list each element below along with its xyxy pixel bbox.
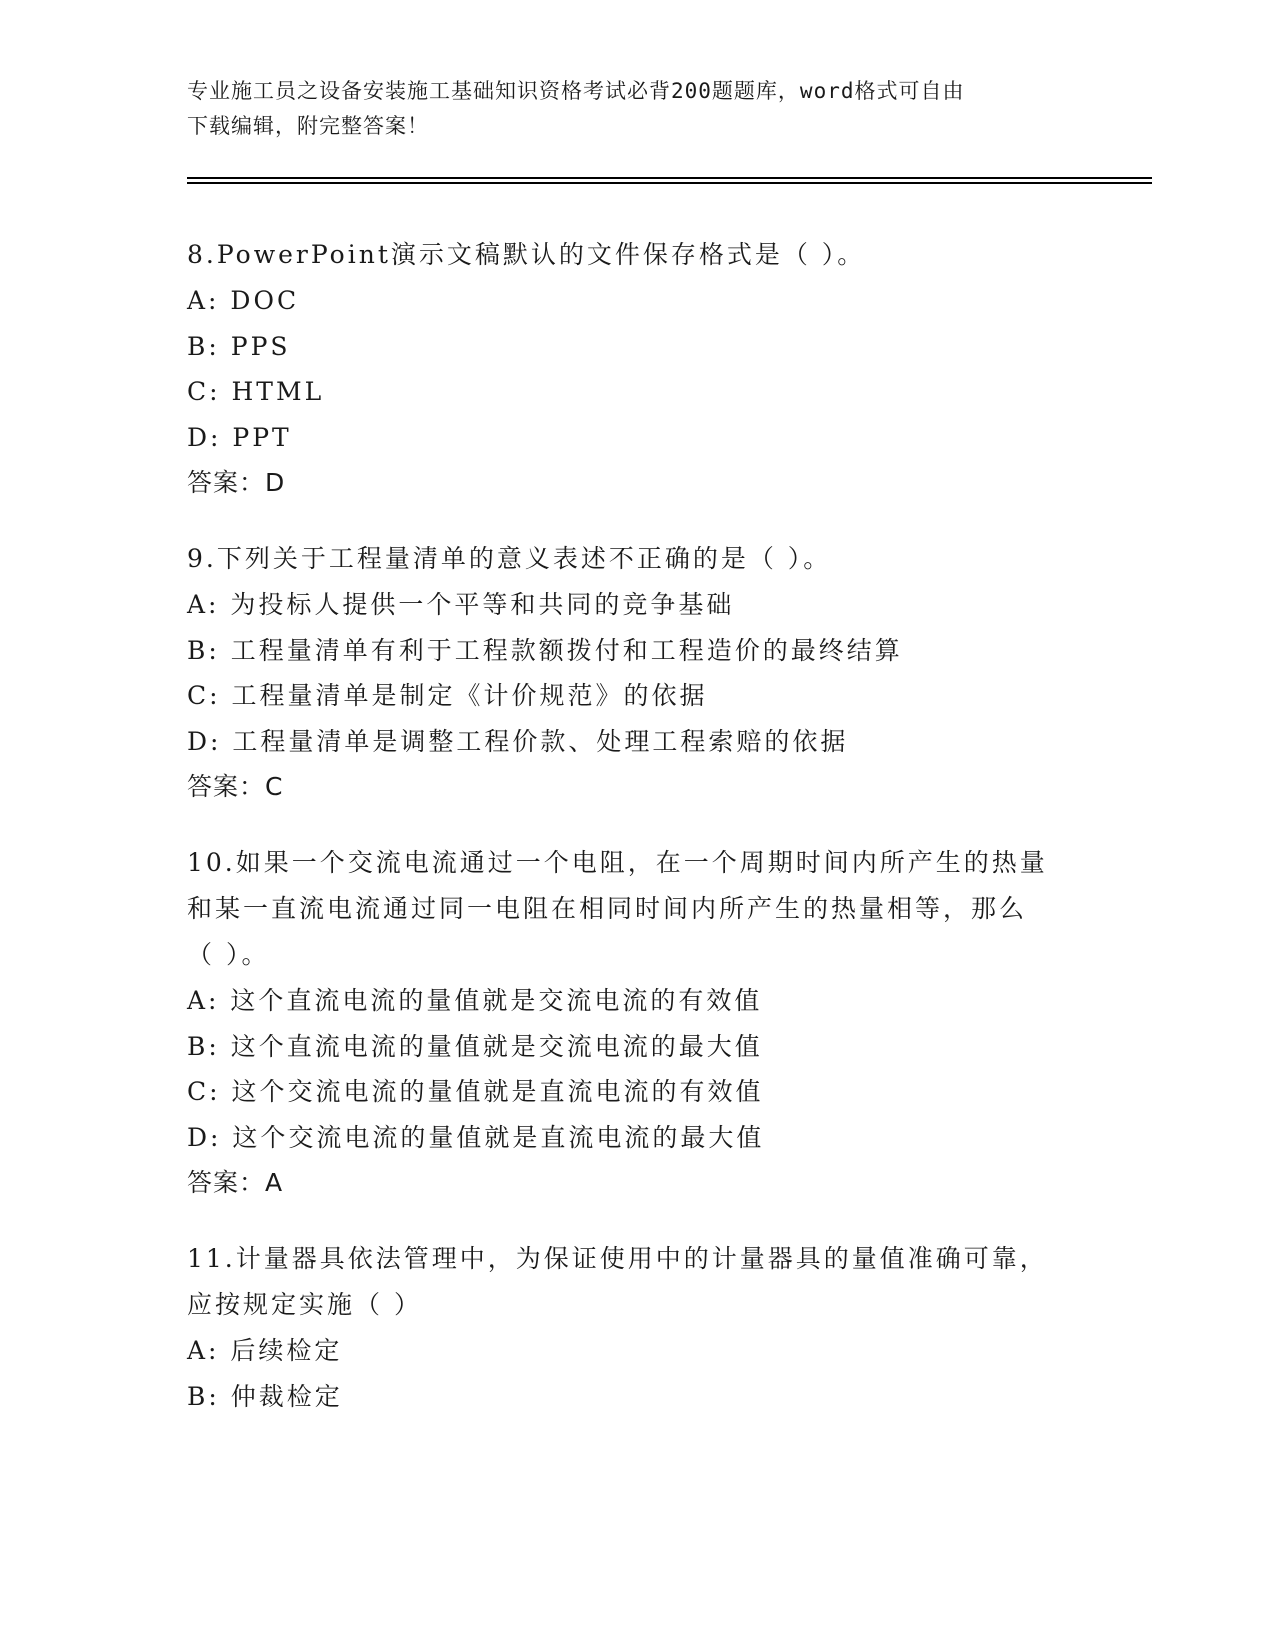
question-9 [187, 536, 1087, 809]
option-a: A: 这个直流电流的量值就是交流电流的有效值 [187, 986, 763, 1015]
option-a: A: 为投标人提供一个平等和共同的竞争基础 [187, 590, 735, 619]
question-11 [187, 1236, 1087, 1419]
option-a: A: DOC [187, 286, 300, 315]
option-b: B: 仲裁检定 [187, 1381, 343, 1411]
option-c: C: 这个交流电流的量值就是直流电流的有效值 [187, 1077, 764, 1106]
question-text-line-2: 应按规定实施（ ） [187, 1290, 422, 1319]
option-c: C: HTML [187, 377, 325, 406]
answer: 答案：C [187, 772, 284, 801]
option-d: D: 这个交流电流的量值就是直流电流的最大值 [187, 1122, 765, 1152]
question-text-line-2: 和某一直流电流通过同一电阻在相同时间内所产生的热量相等，那么 [187, 894, 1028, 923]
option-b: B: PPS [187, 331, 291, 361]
option-d: D: 工程量清单是调整工程价款、处理工程索赔的依据 [187, 726, 849, 756]
option-b: B: 工程量清单有利于工程款额拨付和工程造价的最终结算 [187, 635, 903, 665]
header-rule-top [187, 177, 1152, 179]
header-line-2: 下载编辑，附完整答案！ [187, 114, 429, 138]
option-b: B: 这个直流电流的量值就是交流电流的最大值 [187, 1031, 763, 1061]
question-8 [187, 232, 1087, 505]
header-rule-bottom [187, 182, 1152, 184]
question-10 [187, 840, 1087, 1205]
option-d: D: PPT [187, 422, 292, 452]
question-text: 9.下列关于工程量清单的意义表述不正确的是（ ）。 [187, 544, 832, 573]
answer: 答案：A [187, 1168, 284, 1197]
question-text-line-1: 11.计量器具依法管理中，为保证使用中的计量器具的量值准确可靠， [187, 1244, 1048, 1273]
question-text-line-3: （ ）。 [187, 940, 270, 969]
answer: 答案：D [187, 468, 286, 497]
header-line-1: 专业施工员之设备安装施工基础知识资格考试必背200题题库，word格式可自由 [187, 79, 965, 103]
question-text: 8.PowerPoint演示文稿默认的文件保存格式是（ ）。 [187, 240, 866, 269]
question-list [187, 232, 1087, 1450]
option-c: C: 工程量清单是制定《计价规范》的依据 [187, 681, 708, 710]
option-a: A: 后续检定 [187, 1336, 343, 1365]
question-text-line-1: 10.如果一个交流电流通过一个电阻，在一个周期时间内所产生的热量 [187, 848, 1048, 877]
document-header [187, 74, 1067, 144]
